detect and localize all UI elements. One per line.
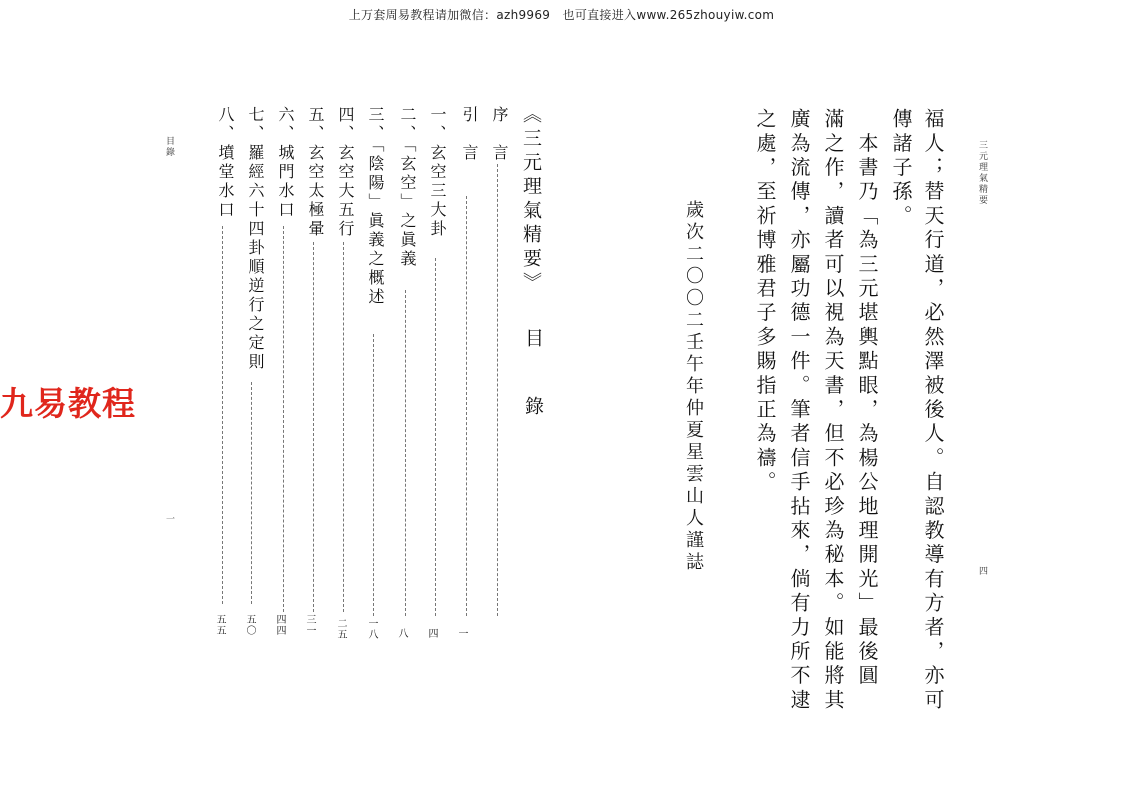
toc-entry-8[interactable]: 八、墳堂水口 [216, 106, 235, 220]
toc-leader [405, 290, 406, 616]
paragraph-line-1: 福人；替天行道，必然澤被後人。自認教導有方者，亦可 [921, 108, 945, 713]
toc-heading-mu: 目 [522, 328, 544, 352]
right-page-number: 四 [977, 566, 987, 577]
paragraph-line-5: 廣為流傳，亦屬功德一件。筆者信手拈來，倘有力所不逮 [787, 108, 811, 713]
toc-page-1: 八 [396, 628, 407, 639]
toc-page-3: 二五 [335, 618, 346, 640]
toc-leader [466, 196, 467, 616]
signature: 歲次二〇〇二壬午年仲夏星雲山人謹誌 [683, 200, 704, 574]
toc-leader [497, 164, 498, 616]
toc-leader [435, 258, 436, 616]
header-banner: 上万套周易教程请加微信：azh9969 也可直接进入www.265zhouyiw.com [348, 8, 775, 22]
watermark-logo: 九易教程 [0, 384, 136, 423]
toc-leader [373, 334, 374, 616]
toc-leader [343, 242, 344, 612]
paragraph-line-6: 之處，至祈博雅君子多賜指正為禱。 [753, 108, 777, 496]
toc-page-6: 五〇 [244, 614, 255, 636]
toc-entry-2[interactable]: 二、「玄空」之眞義 [398, 106, 417, 269]
toc-page-4: 三一 [304, 614, 315, 636]
toc-title: 《三元理氣精要》 [520, 104, 542, 296]
toc-page-5: 四四 [274, 614, 285, 636]
toc-entry-6[interactable]: 六、城門水口 [276, 106, 295, 220]
toc-page-preface: 一 [456, 628, 467, 639]
toc-leader [313, 242, 314, 612]
toc-entry-3[interactable]: 三、「陰陽」眞義之概述 [366, 106, 385, 307]
toc-leader [283, 226, 284, 612]
toc-entry-7[interactable]: 七、羅經六十四卦順逆行之定則 [246, 106, 265, 372]
toc-page-7: 五五 [214, 614, 225, 636]
toc-page-2: 一八 [366, 618, 377, 640]
left-running-head: 目錄 [164, 136, 174, 158]
toc-leader [222, 226, 223, 604]
left-page-number: 一 [164, 514, 174, 525]
paragraph-line-4: 滿之作，讀者可以視為天書，但不必珍為秘本。如能將其 [821, 108, 845, 713]
paragraph-line-2: 傳諸子孫。 [889, 108, 913, 229]
paragraph-line-3: 本書乃「為三元堪輿點眼，為楊公地理開光」最後圓 [855, 108, 879, 689]
right-running-head: 三元理氣精要 [977, 140, 987, 206]
toc-entry-preface[interactable]: 序 言 [490, 106, 509, 163]
toc-entry-5[interactable]: 五、玄空太極暈 [306, 106, 325, 239]
toc-entry-1[interactable]: 一、玄空三大卦 [428, 106, 447, 239]
toc-entry-introduction[interactable]: 引 言 [460, 106, 479, 163]
toc-heading-lu: 錄 [522, 396, 544, 420]
toc-page-introduction: 四 [426, 628, 437, 639]
toc-leader [251, 382, 252, 604]
toc-entry-4[interactable]: 四、玄空大五行 [336, 106, 355, 239]
